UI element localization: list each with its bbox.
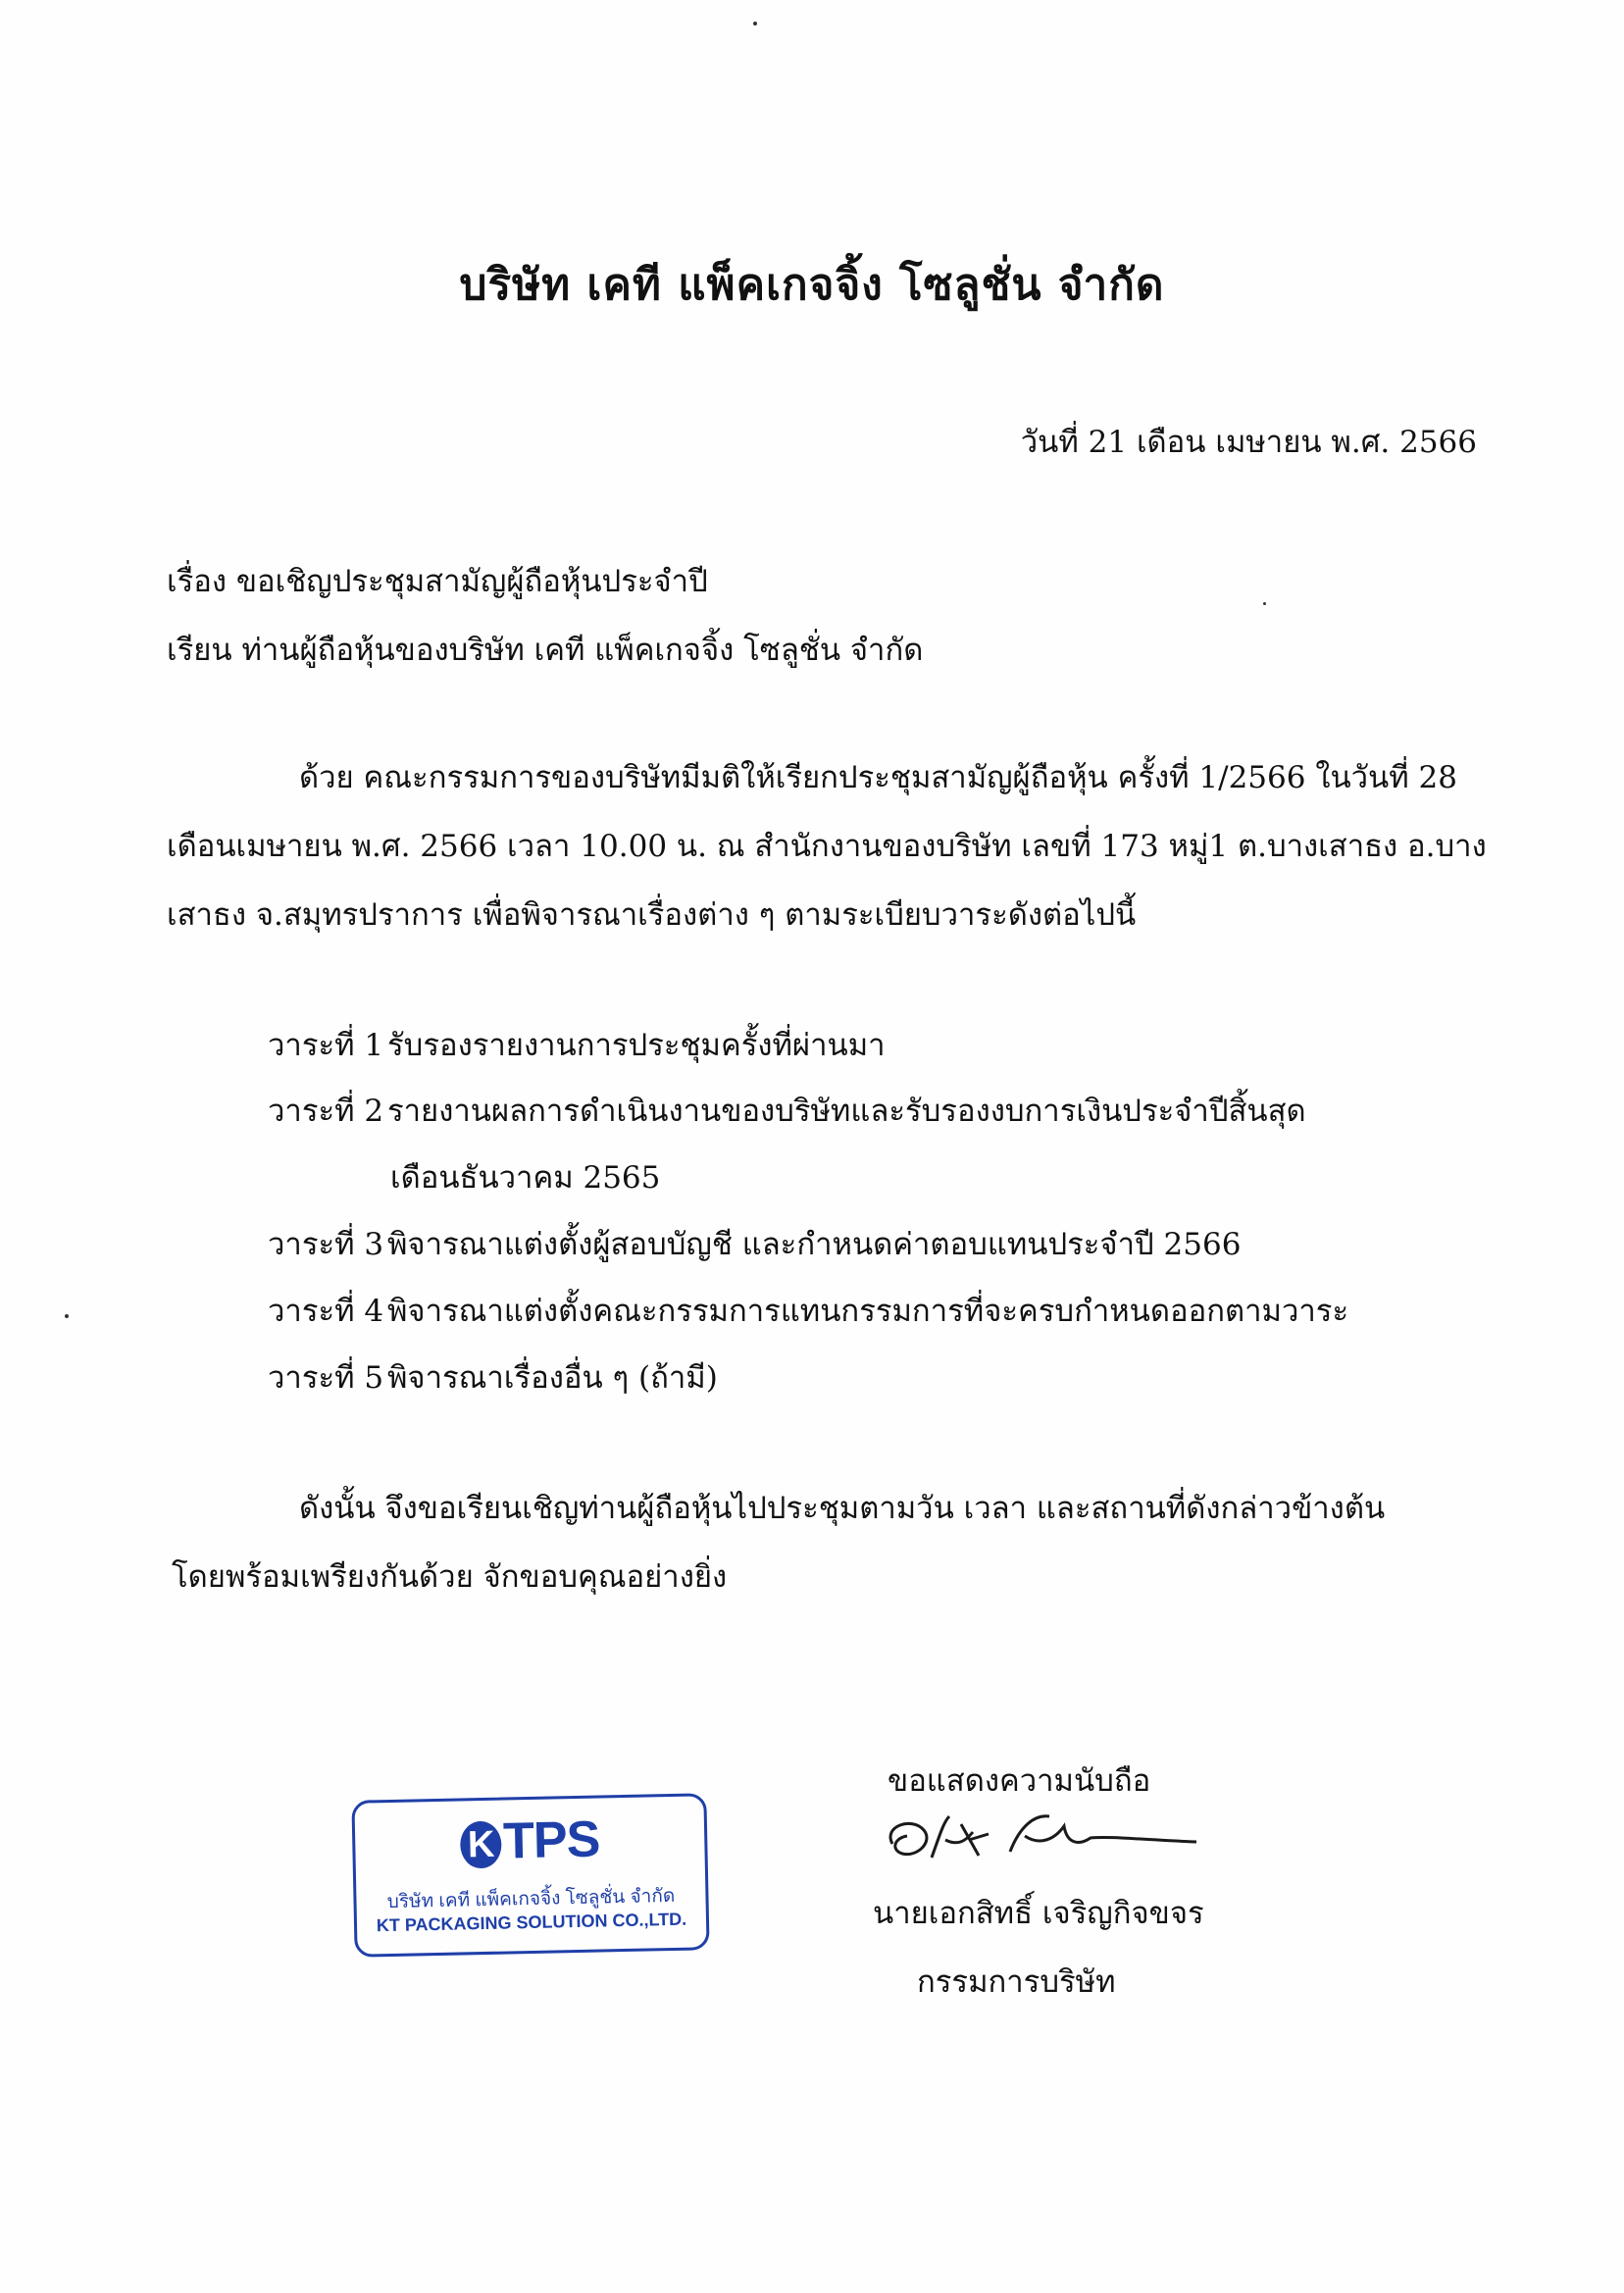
closing-paragraph-line: โดยพร้อมเพรียงกันด้วย จักขอบคุณอย่างยิ่ง: [172, 1559, 728, 1595]
agenda-item-2-continuation: เดือนธันวาคม 2565: [390, 1160, 661, 1196]
agenda-text: รายงานผลการดำเนินงานของบริษัทและรับรองงบการเงินประจำปีสิ้นสุด: [387, 1094, 1306, 1129]
agenda-text: รับรองรายงานการประชุมครั้งที่ผ่านมา: [387, 1028, 886, 1063]
stamp-logo-text: TPS: [502, 1810, 600, 1870]
letter-recipient: เรียน ท่านผู้ถือหุ้นของบริษัท เคที แพ็คเกจจิ้ง โซลูชั่น จำกัด: [167, 633, 924, 668]
agenda-item-4: [268, 1286, 1348, 1335]
company-title: บริษัท เคที แพ็คเกจจิ้ง โซลูชั่น จำกัด: [459, 260, 1165, 310]
company-stamp: [351, 1793, 709, 1958]
agenda-text: พิจารณาแต่งตั้งผู้สอบบัญชี และกำหนดค่าตอบแทนประจำปี 2566: [387, 1227, 1242, 1262]
stamp-logo: [355, 1808, 705, 1873]
scan-speck: [1263, 602, 1266, 605]
signer-title: กรรมการบริษัท: [917, 1964, 1116, 2000]
letter-date: วันที่ 21 เดือน เมษายน พ.ศ. 2566: [1020, 425, 1477, 460]
signer-name: นายเอกสิทธิ์ เจริญกิจขจร: [873, 1896, 1204, 1931]
stamp-english-name: KT PACKAGING SOLUTION CO.,LTD.: [376, 1909, 687, 1936]
scan-speck: [753, 22, 757, 25]
closing-paragraph-line: ดังนั้น จึงขอเรียนเชิญท่านผู้ถือหุ้นไปประชุมตามวัน เวลา และสถานที่ดังกล่าวข้างต้น: [299, 1491, 1386, 1526]
agenda-item-5: [268, 1352, 718, 1401]
letter-subject: เรื่อง ขอเชิญประชุมสามัญผู้ถือหุ้นประจำปี: [167, 564, 708, 599]
agenda-item-3: [268, 1219, 1241, 1268]
agenda-number: วาระที่ 3: [268, 1227, 384, 1262]
agenda-number: วาระที่ 5: [268, 1360, 384, 1396]
regards-line: ขอแสดงความนับถือ: [888, 1763, 1151, 1799]
agenda-item-1: [268, 1020, 886, 1069]
agenda-text: พิจารณาเรื่องอื่น ๆ (ถ้ามี): [387, 1360, 718, 1396]
ktps-logo-icon: K: [460, 1821, 502, 1869]
body-paragraph-line: ด้วย คณะกรรมการของบริษัทมีมติให้เรียกประชุมสามัญผู้ถือหุ้น ครั้งที่ 1/2566 ในวันที่ 28: [299, 760, 1457, 795]
handwritten-signature: [863, 1797, 1216, 1885]
body-paragraph-line: เสาธง จ.สมุทรปราการ เพื่อพิจารณาเรื่องต่าง ๆ ตามระเบียบวาระดังต่อไปนี้: [167, 897, 1137, 933]
scan-speck: [65, 1314, 69, 1318]
agenda-number: วาระที่ 1: [268, 1028, 384, 1063]
agenda-text: พิจารณาแต่งตั้งคณะกรรมการแทนกรรมการที่จะครบกำหนดออกตามวาระ: [387, 1294, 1349, 1329]
body-paragraph-line: เดือนเมษายน พ.ศ. 2566 เวลา 10.00 น. ณ สำนักงานของบริษัท เลขที่ 173 หมู่1 ต.บางเสาธง อ.บาง: [167, 829, 1487, 864]
agenda-number: วาระที่ 2: [268, 1094, 384, 1129]
agenda-item-2: [268, 1086, 1306, 1135]
agenda-number: วาระที่ 4: [268, 1294, 384, 1329]
stamp-thai-name: บริษัท เคที แพ็คเกจจิ้ง โซลูชั่น จำกัด: [386, 1885, 676, 1913]
